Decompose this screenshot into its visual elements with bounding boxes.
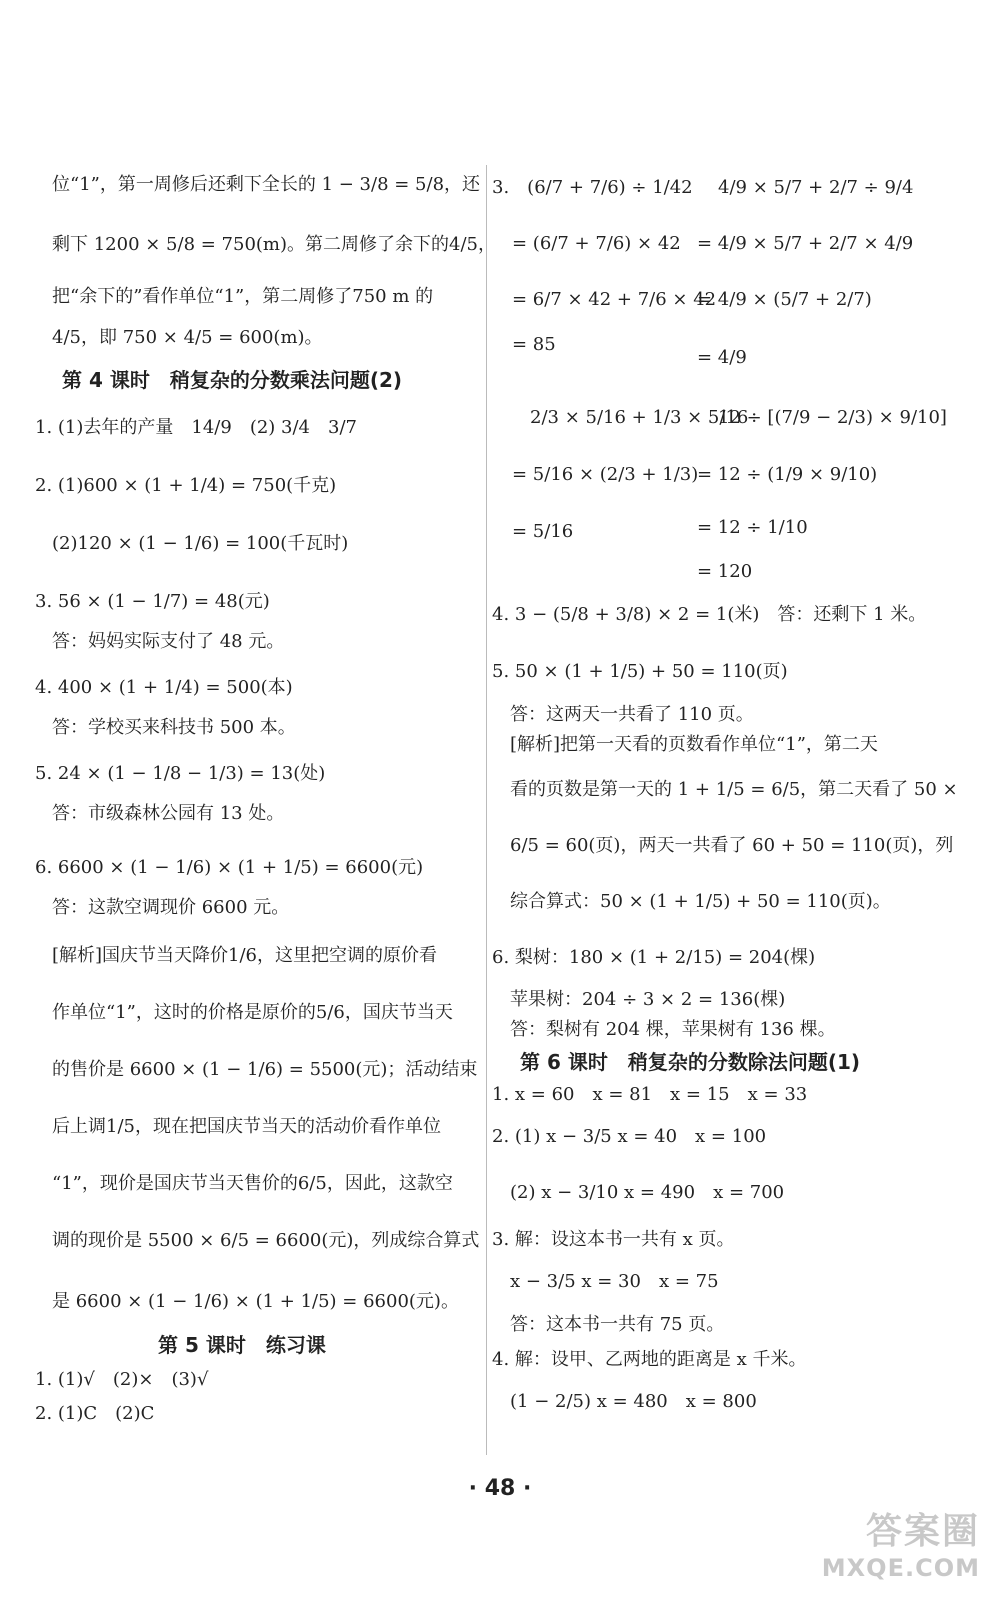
answer-line: 3. 解：设这本书一共有 x 页。	[492, 1229, 735, 1250]
answer-line: 答：梨树有 204 棵，苹果树有 136 棵。	[510, 1019, 836, 1040]
answer-line: 6. 梨树：180 × (1 + 2/15) = 204(棵)	[492, 947, 816, 968]
answer-line: 是 6600 × (1 − 1/6) × (1 + 1/5) = 6600(元)。	[52, 1291, 459, 1312]
answer-line: = 4/9 × (5/7 + 2/7)	[697, 289, 872, 310]
answer-line: 答：这款空调现价 6600 元。	[52, 897, 290, 918]
watermark-line1: 答案圈	[865, 1511, 980, 1552]
answer-line: = 4/9 × 5/7 + 2/7 × 4/9	[697, 233, 914, 254]
answer-line: 后上调1/5，现在把国庆节当天的活动价看作单位	[52, 1116, 441, 1137]
answer-line: [解析]国庆节当天降价1/6，这里把空调的原价看	[52, 945, 438, 966]
answer-line: = 5/16 × (2/3 + 1/3)	[512, 464, 699, 485]
answer-line: = 6/7 × 42 + 7/6 × 42	[512, 289, 717, 310]
page-number: · 48 ·	[468, 1476, 532, 1501]
answer-line: 1. x = 60 x = 81 x = 15 x = 33	[492, 1084, 808, 1105]
answer-line: = 120	[697, 561, 753, 582]
lesson-heading: 第 4 课时 稍复杂的分数乘法问题(2)	[62, 368, 403, 392]
answer-line: 5. 24 × (1 − 1/8 − 1/3) = 13(处)	[35, 763, 326, 784]
answer-line: 4/5，即 750 × 4/5 = 600(m)。	[52, 327, 323, 348]
answer-line: 4. 400 × (1 + 1/4) = 500(本)	[35, 677, 293, 698]
answer-line: = 4/9	[697, 347, 747, 368]
answer-line: = 12 ÷ (1/9 × 9/10)	[697, 464, 878, 485]
answer-line: 答：这本书一共有 75 页。	[510, 1314, 725, 1335]
answer-line: (2)120 × (1 − 1/6) = 100(千瓦时)	[52, 533, 349, 554]
answer-line: 把“余下的”看作单位“1”，第二周修了750 m 的	[52, 286, 434, 307]
answer-line: (2) x − 3/10 x = 490 x = 700	[510, 1182, 785, 1203]
answer-line: 作单位“1”，这时的价格是原价的5/6，国庆节当天	[52, 1002, 453, 1023]
answer-line: 2. (1)600 × (1 + 1/4) = 750(千克)	[35, 475, 337, 496]
answer-line: 1. (1)√ (2)× (3)√	[35, 1369, 209, 1390]
answer-line: 综合算式：50 × (1 + 1/5) + 50 = 110(页)。	[510, 891, 891, 912]
answer-line: = (6/7 + 7/6) × 42	[512, 233, 681, 254]
answer-line: 答：这两天一共看了 110 页。	[510, 704, 754, 725]
lesson-heading: 第 6 课时 稍复杂的分数除法问题(1)	[520, 1050, 861, 1074]
answer-line: 2. (1) x − 3/5 x = 40 x = 100	[492, 1126, 767, 1147]
answer-line: 剩下 1200 × 5/8 = 750(m)。第二周修了余下的4/5，	[52, 234, 496, 255]
answer-line: 2/3 × 5/16 + 1/3 × 5/16	[530, 407, 749, 428]
answer-line: “1”，现价是国庆节当天售价的6/5，因此，这款空	[52, 1173, 453, 1194]
answer-line: 5. 50 × (1 + 1/5) + 50 = 110(页)	[492, 661, 788, 682]
answer-line: 答：学校买来科技书 500 本。	[52, 717, 296, 738]
answer-line: 12 ÷ [(7/9 − 2/3) × 9/10]	[718, 407, 947, 428]
answer-line: x − 3/5 x = 30 x = 75	[510, 1271, 719, 1292]
answer-line: 3. (6/7 + 7/6) ÷ 1/42	[492, 177, 693, 198]
column-divider	[486, 165, 487, 1455]
answer-line: 1. (1)去年的产量 14/9 (2) 3/4 3/7	[35, 417, 357, 438]
lesson-heading: 第 5 课时 练习课	[158, 1333, 326, 1357]
answer-line: 6/5 = 60(页)，两天一共看了 60 + 50 = 110(页)，列	[510, 835, 954, 856]
answer-line: = 5/16	[512, 521, 574, 542]
answer-line: = 12 ÷ 1/10	[697, 517, 808, 538]
watermark-line2: MXQE.COM	[821, 1554, 980, 1582]
answer-line: 4/9 × 5/7 + 2/7 ÷ 9/4	[718, 177, 914, 198]
answer-line: 看的页数是第一天的 1 + 1/5 = 6/5，第二天看了 50 ×	[510, 779, 958, 800]
answer-line: 6. 6600 × (1 − 1/6) × (1 + 1/5) = 6600(元)	[35, 857, 424, 878]
answer-line: = 85	[512, 334, 556, 355]
answer-line: 3. 56 × (1 − 1/7) = 48(元)	[35, 591, 270, 612]
answer-line: 调的现价是 5500 × 6/5 = 6600(元)，列成综合算式	[52, 1230, 480, 1251]
answer-line: [解析]把第一天看的页数看作单位“1”，第二天	[510, 734, 878, 755]
answer-line: 位“1”，第一周修后还剩下全长的 1 − 3/8 = 5/8，还	[52, 174, 481, 195]
answer-line: 4. 解：设甲、乙两地的距离是 x 千米。	[492, 1349, 807, 1370]
answer-line: 答：妈妈实际支付了 48 元。	[52, 631, 285, 652]
answer-line: 的售价是 6600 × (1 − 1/6) = 5500(元)；活动结束	[52, 1059, 478, 1080]
answer-line: 2. (1)C (2)C	[35, 1403, 155, 1424]
answer-line: 苹果树：204 ÷ 3 × 2 = 136(棵)	[510, 989, 786, 1010]
answer-line: 答：市级森林公园有 13 处。	[52, 803, 285, 824]
watermark	[822, 1503, 980, 1582]
answer-line: 4. 3 − (5/8 + 3/8) × 2 = 1(米) 答：还剩下 1 米。	[492, 604, 927, 625]
answer-line: (1 − 2/5) x = 480 x = 800	[510, 1391, 757, 1412]
